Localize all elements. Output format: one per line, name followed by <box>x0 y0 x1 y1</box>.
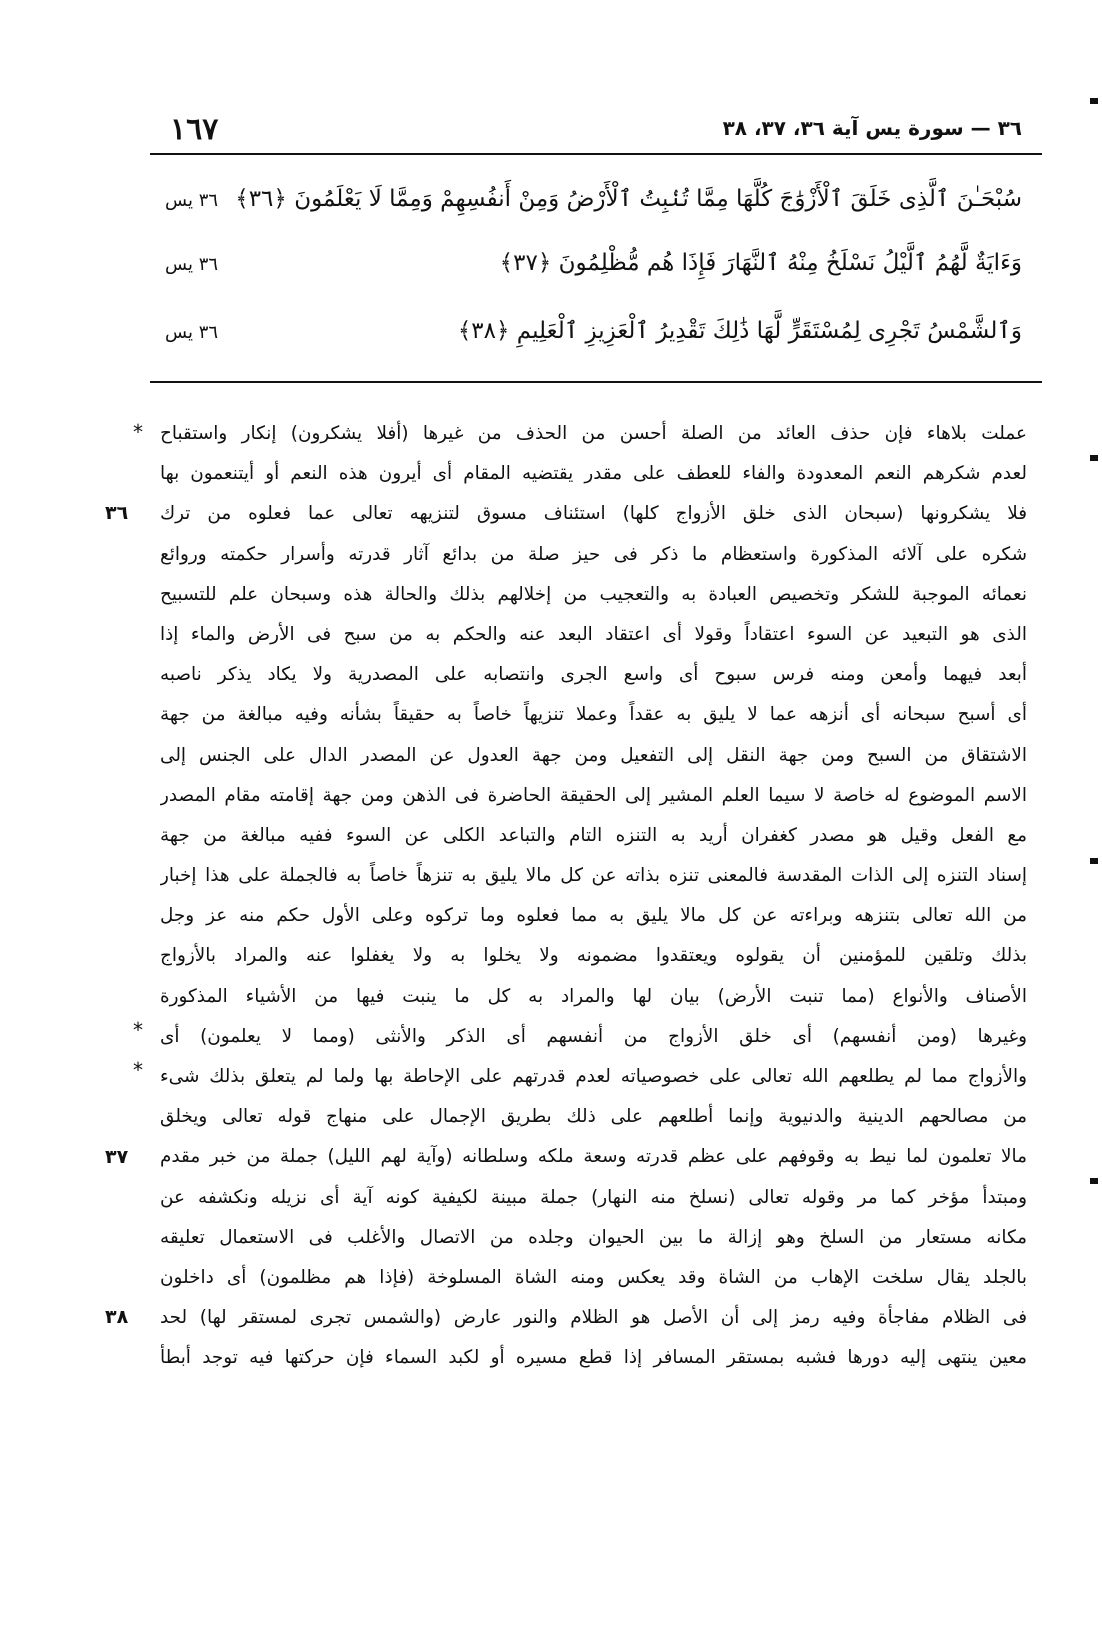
edge-mark <box>1090 455 1098 461</box>
commentary-line: مع الفعل وقيل هو مصدر كغفران أريد به التنزه التام والتباعد الكلى عن السوء ففيه مبالغة من جهة <box>160 824 1027 846</box>
commentary-line: الذى هو التبعيد عن السوء اعتقاداً وقولا أى اعتقاد البعد عنه والحكم به من سبح فى الأرض والماء إذا <box>160 623 1027 645</box>
commentary-line: معين ينتهى إليه دورها فشبه بمستقر المسافر إذا قطع مسيره أو لكبد السماء فإن حركتها فيه توجد أبطأ <box>160 1347 1027 1369</box>
quran-verse-text: وَٱلشَّمْسُ تَجْرِى لِمُسْتَقَرٍّ لَّهَا ذَٰلِكَ تَقْدِيرُ ٱلْعَزِيزِ ٱلْعَلِيمِ ﴿٣٨﴾ <box>457 318 1022 344</box>
quran-verse-text: سُبْحَـٰنَ ٱلَّذِى خَلَقَ ٱلْأَزْوَٰجَ كُلَّهَا مِمَّا تُنۢبِتُ ٱلْأَرْضُ وَمِنْ أَنفُسِهِمْ وَمِمَّا لَا يَعْلَمُونَ ﴿٣٦﴾ <box>235 186 1022 212</box>
commentary-line: فلا يشكرونها (سبحان الذى خلق الأزواج كلها) استئناف مسوق لتنزيهه تعالى عما فعلوه من ترك <box>160 503 1027 525</box>
header-rule <box>150 153 1042 155</box>
commentary-line: فى الظلام مفاجأة وفيه رمز إلى أن الأصل هو الظلام والنور عارض (والشمس تجرى لمستقر لها) لحد <box>160 1307 1027 1329</box>
commentary-line: الأصناف والأنواع (مما تنبت الأرض) بيان لها والمراد به كل ما ينبت فيها من الأشياء المذكورة <box>160 985 1027 1007</box>
commentary-line: شكره على آلائه المذكورة واستعظام ما ذكر فى حيز صلة من بدائع آثار قدرته وأسرار حكمته وروائع <box>160 543 1027 565</box>
running-title: ٣٦ — سورة يس آية ٣٦، ٣٧، ٣٨ <box>722 116 1022 140</box>
commentary-line: وغيرها (ومن أنفسهم) أى خلق الأزواج من أنفسهم أى الذكر والأنثى (ومما لا يعلمون) أى <box>160 1025 1027 1047</box>
commentary-line: بذلك وتلقين للمؤمنين أن يقولوه ويعتقدوا مضمونه ولا يخلوا به ولا يغفلوا عنه والمراد بالأزواج <box>160 945 1027 967</box>
margin-verse-number: ٣٧ <box>105 1145 129 1168</box>
edge-mark <box>1090 98 1098 104</box>
asterisk-marker: * <box>133 1058 143 1082</box>
asterisk-marker: * <box>133 1018 143 1042</box>
page-header <box>150 112 1042 152</box>
page-number: ١٦٧ <box>170 112 219 147</box>
verse-reference: ٣٦ يس <box>165 322 219 343</box>
commentary-line: ومبتدأ مؤخر كما مر وقوله تعالى (نسلخ منه النهار) جملة مبينة لكيفية كونه آية أى نزيله ونكشفه عن <box>160 1186 1027 1208</box>
commentary-line: من الله تعالى بتنزهه وبراءته عن كل مالا يليق به مما فعلوه وما تركوه وعلى الأول حكم منه عز وجل <box>160 905 1027 927</box>
verse-reference: ٣٦ يس <box>165 254 219 275</box>
verse-row <box>165 250 1022 294</box>
margin-verse-number: ٣٨ <box>105 1306 129 1329</box>
quran-verse-text: وَءَايَةٌ لَّهُمُ ٱلَّيْلُ نَسْلَخُ مِنْهُ ٱلنَّهَارَ فَإِذَا هُم مُّظْلِمُونَ ﴿٣٧﴾ <box>499 250 1022 276</box>
asterisk-marker: * <box>133 420 143 444</box>
commentary-line: الاشتقاق من السبح ومن جهة النقل إلى التفعيل ومن جهة العدول عن المصدر الدال على الجنس إلى <box>160 744 1027 766</box>
commentary-line: أى أسبح سبحانه أى أنزهه عما لا يليق به عقداً وعملا تنزيهاً خاصاً به حقيقاً بشأنه وفيه مبالغة من جهة <box>160 704 1027 726</box>
commentary-line: مكانه مستعار من السلخ وهو إزالة ما بين الحيوان وجلده من الاتصال والأغلب فى الاستعمال تعليقه <box>160 1226 1027 1248</box>
verse-row <box>165 186 1022 230</box>
verses-rule <box>150 381 1042 383</box>
commentary-line: من مصالحهم الدينية والدنيوية وإنما أطلعهم على ذلك بطريق الإجمال على منهاج قوله تعالى ويخلق <box>160 1106 1027 1128</box>
commentary-line: إسناد التنزه إلى الذات المقدسة فالمعنى تنزه بذاته عن كل مالا يليق به تنزهاً خاصاً به فالجملة على هذا إخبار <box>160 865 1027 887</box>
commentary-line: نعمائه الموجبة للشكر وتخصيص العبادة به والتعجيب من إخلالهم بذلك والحالة هذه وسبحان علم للتسبيح <box>160 583 1027 605</box>
commentary-line: لعدم شكرهم النعم المعدودة والفاء للعطف على مقدر يقتضيه المقام أى أيرون هذه النعم أو أيتنعمون بها <box>160 463 1027 485</box>
verse-reference: ٣٦ يس <box>165 190 219 211</box>
commentary-line: أبعد فيهما وأمعن ومنه فرس سبوح أى واسع الجرى وانتصابه على المصدرية ولا يكاد يذكر ناصبه <box>160 664 1027 686</box>
commentary-line: والأزواج مما لم يطلعهم الله تعالى على خصوصياته لعدم قدرتهم على الإحاطة بها ولما لم يتعلق بذلك شىء <box>160 1066 1027 1087</box>
edge-mark <box>1090 858 1098 864</box>
commentary-body <box>160 414 1027 1379</box>
commentary-line: عملت بلاهاء فإن حذف العائد من الصلة أحسن من الحذف من غيرها (أفلا يشكرون) إنكار واستقباح <box>160 423 1027 444</box>
edge-mark <box>1090 1178 1098 1184</box>
commentary-line: مالا تعلمون لما نيط به وقوفهم على عظم قدرته وسعة ملكه وسلطانه (وآية لهم الليل) جملة من خبر مقدم <box>160 1146 1027 1168</box>
commentary-line: الاسم الموضوع له خاصة لا سيما العلم المشير إلى الحقيقة الحاضرة فى الذهن ومن جهة إقامته مقام المصدر <box>160 784 1027 806</box>
verse-row <box>165 318 1022 362</box>
margin-verse-number: ٣٦ <box>105 502 129 525</box>
commentary-line: بالجلد يقال سلخت الإهاب من الشاة وقد يعكس ومنه الشاة المسلوخة (فإذا هم مظلمون) أى داخلون <box>160 1266 1027 1288</box>
